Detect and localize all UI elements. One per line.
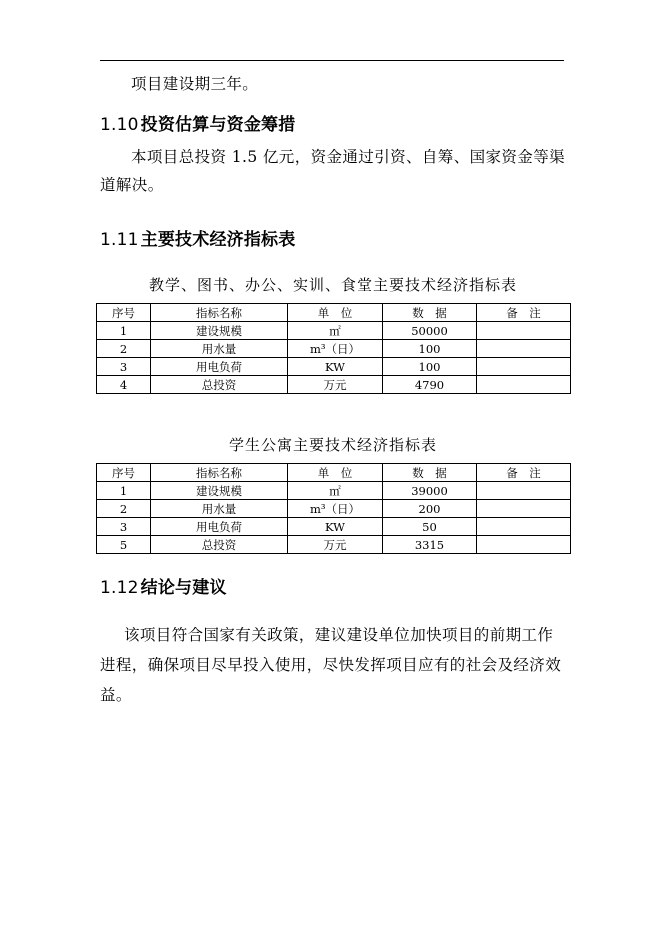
conclusion-paragraph (100, 620, 568, 710)
table-header-cell: 数 据 (383, 464, 477, 482)
table-header-row (97, 304, 571, 322)
table-cell (477, 518, 571, 536)
table-cell: ㎡ (288, 482, 383, 500)
section-number: 1.11 (100, 230, 139, 250)
table-row (97, 358, 571, 376)
table-cell: 2 (97, 340, 151, 358)
table-cell: 3 (97, 358, 151, 376)
paragraph-line: 道解决。 (100, 176, 164, 194)
table-title: 学生公寓主要技术经济指标表 (228, 436, 437, 454)
section-heading-1-12 (100, 573, 227, 598)
table-cell: 万元 (288, 376, 383, 394)
table-cell: 建设规模 (151, 322, 288, 340)
table-cell: KW (288, 358, 383, 376)
investment-paragraph (100, 143, 568, 199)
table-title: 教学、图书、办公、实训、食堂主要技术经济指标表 (148, 276, 517, 294)
table-cell (477, 482, 571, 500)
table-cell: 万元 (288, 536, 383, 554)
section-title: 投资估算与资金筹措 (140, 115, 296, 135)
table-cell: 50 (383, 518, 477, 536)
paragraph-line: 本项目总投资 1.5 亿元，资金通过引资、自筹、国家资金等渠 (131, 148, 566, 166)
table-row (97, 518, 571, 536)
section-number: 1.10 (100, 115, 139, 135)
table-cell (477, 322, 571, 340)
table-cell: 100 (383, 358, 477, 376)
intro-paragraph: 项目建设期三年。 (131, 75, 259, 93)
table-row (97, 500, 571, 518)
section-title: 主要技术经济指标表 (140, 230, 296, 250)
table-cell: m³（日） (288, 340, 383, 358)
table-header-cell: 单 位 (288, 464, 383, 482)
section-heading-1-10 (100, 110, 295, 135)
table-header-cell: 指标名称 (151, 304, 288, 322)
table-cell: 用电负荷 (151, 358, 288, 376)
paragraph-line: 益。 (100, 686, 132, 704)
table-cell: 总投资 (151, 536, 288, 554)
paragraph-line: 该项目符合国家有关政策，建议建设单位加快项目的前期工作 (124, 626, 554, 644)
table-header-cell: 指标名称 (151, 464, 288, 482)
table-cell: 用水量 (151, 340, 288, 358)
table-cell: 建设规模 (151, 482, 288, 500)
table-cell: m³（日） (288, 500, 383, 518)
table-cell: 50000 (383, 322, 477, 340)
table-cell: 用水量 (151, 500, 288, 518)
table-cell: 3 (97, 518, 151, 536)
table-cell: 1 (97, 322, 151, 340)
header-rule (100, 60, 564, 61)
table-cell: 用电负荷 (151, 518, 288, 536)
table-header-cell: 备 注 (477, 464, 571, 482)
table-row (97, 322, 571, 340)
table-header-row (97, 464, 571, 482)
indicator-table-teaching (96, 303, 571, 394)
table-cell: 总投资 (151, 376, 288, 394)
table-cell: 4 (97, 376, 151, 394)
table-row (97, 482, 571, 500)
table-row (97, 340, 571, 358)
table-cell (477, 536, 571, 554)
table-cell: ㎡ (288, 322, 383, 340)
table-cell: 200 (383, 500, 477, 518)
table-header-cell: 备 注 (477, 304, 571, 322)
table-cell (477, 376, 571, 394)
section-title: 结论与建议 (140, 578, 227, 598)
section-number: 1.12 (100, 578, 139, 598)
section-heading-1-11 (100, 225, 295, 250)
table-cell: 3315 (383, 536, 477, 554)
table-cell: 5 (97, 536, 151, 554)
table-cell: KW (288, 518, 383, 536)
table-cell: 100 (383, 340, 477, 358)
table-header-cell: 序号 (97, 304, 151, 322)
table-cell: 2 (97, 500, 151, 518)
table-cell: 4790 (383, 376, 477, 394)
table-cell (477, 340, 571, 358)
table-cell: 39000 (383, 482, 477, 500)
table-cell (477, 500, 571, 518)
table-row (97, 536, 571, 554)
table-cell: 1 (97, 482, 151, 500)
table-header-cell: 序号 (97, 464, 151, 482)
paragraph-line: 进程，确保项目尽早投入使用，尽快发挥项目应有的社会及经济效 (100, 656, 562, 674)
table-row (97, 376, 571, 394)
table-header-cell: 单 位 (288, 304, 383, 322)
table-cell (477, 358, 571, 376)
table-header-cell: 数 据 (383, 304, 477, 322)
indicator-table-dormitory (96, 463, 571, 554)
